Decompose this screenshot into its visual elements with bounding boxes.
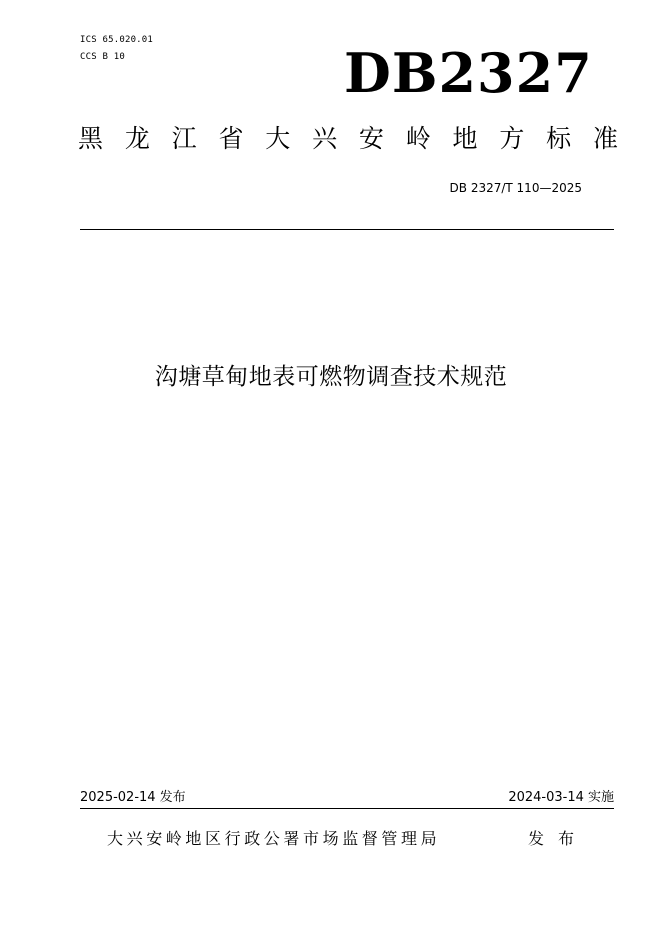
issue-label: 发布 [528,829,589,848]
standard-type-char: 省 [218,124,244,153]
standard-type-char: 标 [546,124,572,153]
standard-type-char: 黑 [78,124,104,153]
standard-type-char: 方 [499,124,525,153]
standard-type-char: 岭 [405,124,431,153]
standard-type-char: 地 [452,124,478,153]
standard-type-char: 安 [358,124,384,153]
standard-type-char: 大 [265,124,291,153]
standard-type-heading [78,122,618,156]
standard-type-char: 兴 [312,124,338,153]
publish-date: 2025-02-14 发布 [80,790,186,805]
bottom-divider [80,808,614,809]
standard-code-logo: DB2327 [344,41,593,105]
ics-code: ICS 65.020.01 [80,35,154,45]
issuing-authority: 大兴安岭地区行政公署市场监督管理局 [107,829,441,848]
standard-number: DB 2327/T 110—2025 [449,181,582,195]
document-title: 沟塘草甸地表可燃物调查技术规范 [154,364,508,390]
implement-date: 2024-03-14 实施 [508,790,614,805]
standard-type-char: 龙 [124,124,150,153]
top-divider [80,229,614,230]
standard-type-char: 准 [592,124,618,153]
standard-type-char: 江 [171,124,197,153]
ccs-code: CCS B 10 [80,52,125,62]
